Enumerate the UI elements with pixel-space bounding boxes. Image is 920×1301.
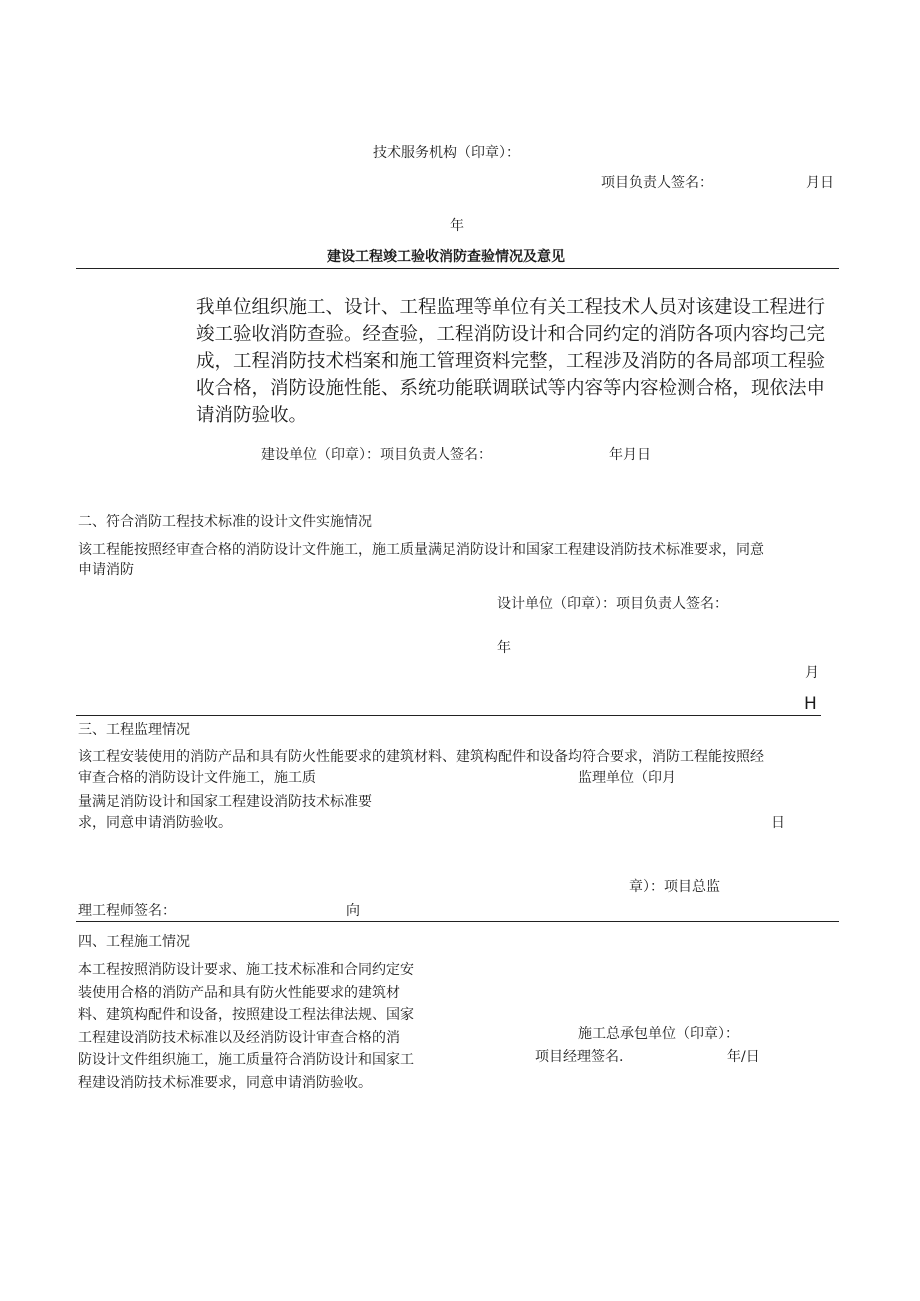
design-unit-day-glyph: H (804, 694, 817, 714)
supervisor-stamp-tail: 章）：项目总监 (629, 879, 720, 895)
text-line: 程建设消防技术标准要求，同意申请消防验收。 (78, 1074, 372, 1091)
paragraph-line: 请消防验收。 (196, 405, 308, 426)
section-title-construction: 四、工程施工情况 (78, 934, 190, 950)
text-line: 该工程能按照经审查合格的消防设计文件施工，施工质量满足消防设计和国家工程建设消防技术标准要求，同意 (78, 542, 764, 558)
supervisor-day: 日 (771, 815, 785, 831)
paragraph-line: 竣工验收消防查验。经查验，工程消防设计和合同约定的消防各项内容均己完 (196, 324, 826, 345)
project-leader-signature-label: 项目负责人签名： (601, 175, 713, 191)
design-unit-month: 月 (805, 665, 819, 681)
supervision-text-line: 审查合格的消防设计文件施工，施工质 (78, 770, 316, 786)
section-title-design-implementation: 二、符合消防工程技术标准的设计文件实施情况 (78, 514, 372, 530)
text-line: 装使用合格的消防产品和具有防火性能要求的建筑材 (78, 984, 400, 1001)
tech-service-org-stamp-label: 技术服务机构（印章）： (373, 145, 520, 161)
divider-line (76, 268, 839, 269)
text-line: 工程建设消防技术标准以及经消防设计审查合格的消 (78, 1029, 400, 1046)
design-unit-signature-label: 设计单位（印章）：项目负责人签名： (497, 596, 728, 612)
general-contractor-stamp-label: 施工总承包单位（印章）： (578, 1026, 739, 1042)
supervision-to: 向 (346, 903, 360, 919)
project-manager-date: 年/日 (727, 1049, 760, 1065)
header-month-day: 月日 (806, 175, 834, 191)
chief-engineer-signature-label: 理工程师签名： (78, 903, 176, 919)
text-line: 防设计文件组织施工，施工质量符合消防设计和国家工 (78, 1052, 414, 1069)
design-implementation-text (78, 540, 764, 580)
divider-line (76, 715, 821, 716)
paragraph-line: 收合格，消防设施性能、系统功能联调联试等内容等内容检测合格，现依法申 (196, 378, 826, 399)
supervision-text-line: 该工程安装使用的消防产品和具有防火性能要求的建筑材料、建筑构配件和设备均符合要求，消防工程能按照经 (78, 749, 764, 765)
supervision-text-line: 量满足消防设计和国家工程建设消防技术标准要 (78, 794, 372, 810)
paragraph-line: 我单位组织施工、设计、工程监理等单位有关工程技术人员对该建设工程进行 (196, 297, 826, 318)
construction-unit-date: 年月日 (609, 447, 651, 463)
text-line: 本工程按照消防设计要求、施工技术标准和合同约定安 (78, 962, 414, 978)
supervisor-unit-label: 监理单位（印月 (578, 770, 676, 786)
text-line: 料、建筑构配件和设备，按照建设工程法律法规、国家 (78, 1007, 414, 1024)
header-year: 年 (450, 218, 464, 234)
text-line: 申请消防 (78, 562, 134, 578)
construction-text (78, 959, 414, 1095)
design-unit-year: 年 (497, 640, 511, 656)
paragraph-line: 成，工程消防技术档案和施工管理资料完整，工程涉及消防的各局部项工程验 (196, 351, 826, 372)
project-manager-signature-label: 项目经理签名. (535, 1049, 624, 1065)
section-title-supervision: 三、工程监理情况 (78, 722, 190, 738)
inspection-paragraph (196, 294, 825, 429)
construction-unit-signature-label: 建设单位（印章）：项目负责人签名： (261, 447, 492, 463)
section-title-inspection-opinion: 建设工程竣工验收消防查验情况及意见 (327, 249, 565, 265)
divider-line (76, 921, 839, 922)
supervision-text-line: 求，同意申请消防验收。 (78, 815, 232, 831)
